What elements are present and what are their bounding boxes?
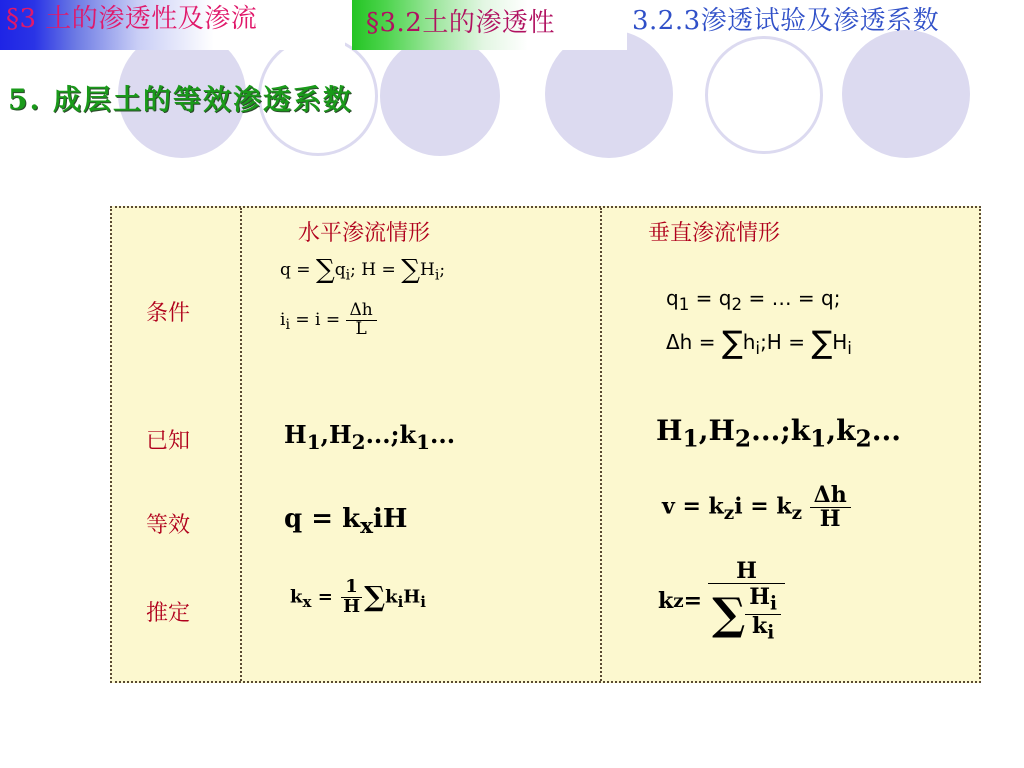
formula-vertical-condition-flow: $q_1 = q_2$ = … = q;: [666, 286, 841, 314]
row-label-equivalent: 等效: [146, 513, 191, 538]
formula-horizontal-equivalent: $q = k_xiH$: [284, 504, 408, 540]
table-divider: [600, 208, 602, 681]
topic-tab-label: 3.2.3渗透试验及渗透系数: [632, 6, 940, 36]
section-tab-label: §3 土的渗透性及渗流: [6, 4, 258, 34]
formula-horizontal-condition-flow: $q = \sum q_i$; $H = \sum H_i$;: [280, 255, 446, 285]
table-divider: [240, 208, 242, 681]
decor-ring: [705, 36, 823, 154]
decor-circle: [380, 36, 500, 156]
formula-vertical-derivation: k z = H ∑ $\frac{H_i}{k_i}$: [658, 560, 785, 642]
formula-vertical-equivalent: $v = k_zi = k_z$ $\frac{\Delta h}{H}$: [662, 484, 851, 531]
formula-vertical-condition-head: $\Delta h = \sum h_i;H = \sum H_i$: [666, 325, 852, 362]
subsection-tab[interactable]: [352, 0, 627, 50]
formula-horizontal-known: $H_1,H_2...;k_1$...: [284, 420, 456, 454]
page-title: 5. 成层土的等效渗透系数: [8, 83, 353, 116]
subsection-tab-label: §3.2土的渗透性: [366, 8, 555, 38]
column-header-vertical: 垂直渗流情形: [648, 221, 781, 246]
column-header-horizontal: 水平渗流情形: [298, 221, 431, 246]
formula-horizontal-condition-gradient: $i_i = i$ = $\frac{\Delta h}{L}$: [280, 302, 377, 339]
formula-vertical-known: $H_1,H_2...;k_1,k_2$...: [656, 414, 901, 453]
row-label-derivation: 推定: [146, 601, 191, 626]
section-tab[interactable]: [0, 0, 345, 50]
topic-tab[interactable]: [628, 0, 1024, 50]
formula-horizontal-derivation: $k_x$ = $\frac{1}{H}$ $\sum k_iH_i$: [290, 576, 426, 617]
row-label-condition: 条件: [146, 301, 191, 326]
row-label-known: 已知: [146, 429, 191, 454]
